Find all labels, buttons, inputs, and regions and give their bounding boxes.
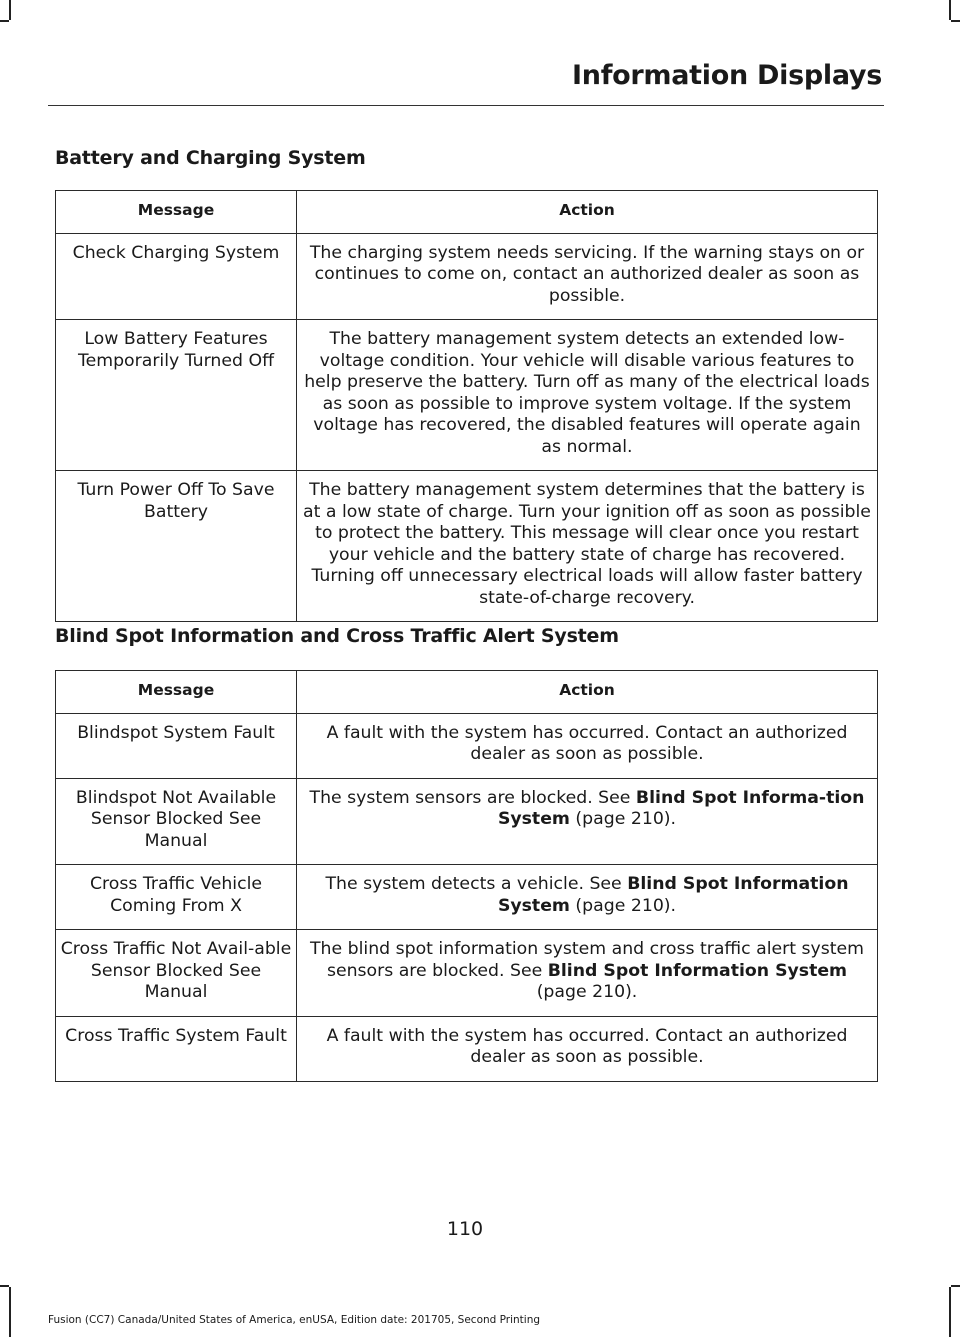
column-header-action: Action xyxy=(297,191,878,234)
cross-reference-link[interactable]: Blind Spot Informa-tion System xyxy=(497,787,865,829)
action-cell xyxy=(297,778,878,865)
action-text: The system sensors are blocked. See xyxy=(309,787,636,808)
table-row xyxy=(56,1016,878,1081)
action-text: The blind spot information system and cross traffic alert system sensors are blocked. See xyxy=(310,939,864,981)
table-row xyxy=(56,930,878,1017)
table-header-row xyxy=(56,671,878,714)
cross-reference-link[interactable]: Blind Spot Information System xyxy=(497,874,849,916)
battery-charging-table xyxy=(55,190,878,622)
crop-mark xyxy=(951,20,960,22)
table-row xyxy=(56,865,878,930)
action-cell xyxy=(297,930,878,1017)
action-text: The system detects a vehicle. See xyxy=(325,874,628,894)
crop-mark xyxy=(9,0,11,20)
cross-reference-link[interactable]: Blind Spot Information System xyxy=(547,960,848,981)
message-cell: Low Battery Features Temporarily Turned Off xyxy=(56,320,297,471)
crop-mark xyxy=(949,0,951,20)
blind-spot-table xyxy=(55,670,878,1082)
page-number: 110 xyxy=(446,1218,484,1240)
message-cell: Cross Traffic System Fault xyxy=(56,1016,297,1081)
page-reference: (page 210). xyxy=(536,982,638,1002)
action-cell: A fault with the system has occurred. Contact an authorized dealer as soon as possible. xyxy=(297,1016,878,1081)
message-cell: Cross Traffic Vehicle Coming From X xyxy=(56,865,297,930)
table-row xyxy=(56,713,878,778)
table-row xyxy=(56,320,878,471)
action-cell: The battery management system determines that the battery is at a low state of charge. Turn your ignition off as soon as possible to protect the battery. This message will clear once you restart your vehicle and the battery state of charge has recovered. Turning off unnecessary electrical loads will allow faster battery state-of-charge recovery. xyxy=(297,471,878,622)
message-cell: Blindspot Not Available Sensor Blocked See Manual xyxy=(56,778,297,865)
column-header-message: Message xyxy=(56,671,297,714)
page-reference: (page 210). xyxy=(569,809,677,829)
message-cell: Blindspot System Fault xyxy=(56,713,297,778)
action-cell: The charging system needs servicing. If the warning stays on or continues to come on, contact an authorized dealer as soon as possible. xyxy=(297,233,878,320)
title-divider xyxy=(48,105,884,106)
action-cell: A fault with the system has occurred. Contact an authorized dealer as soon as possible. xyxy=(297,713,878,778)
action-cell xyxy=(297,865,878,930)
message-cell: Check Charging System xyxy=(56,233,297,320)
crop-mark xyxy=(949,1287,951,1337)
page-title: Information Displays xyxy=(572,60,882,91)
table-header-row xyxy=(56,191,878,234)
table-row xyxy=(56,233,878,320)
page-reference: (page 210). xyxy=(569,895,677,916)
message-cell: Cross Traffic Not Avail-able Sensor Blocked See Manual xyxy=(56,930,297,1017)
crop-mark xyxy=(9,1287,11,1337)
section-heading: Blind Spot Information and Cross Traffic Alert System xyxy=(55,625,619,647)
table-row xyxy=(56,471,878,622)
column-header-action: Action xyxy=(297,671,878,714)
crop-mark xyxy=(0,20,9,22)
column-header-message: Message xyxy=(56,191,297,234)
crop-mark xyxy=(951,1285,960,1287)
message-cell: Turn Power Off To Save Battery xyxy=(56,471,297,622)
crop-mark xyxy=(0,1285,9,1287)
footer-edition: Fusion (CC7) Canada/United States of America, enUSA, Edition date: 201705, Second Printing xyxy=(48,1314,541,1326)
table-row xyxy=(56,778,878,865)
action-cell: The battery management system detects an extended low-voltage condition. Your vehicle will disable various features to help preserve the battery. Turn off as many of the electrical loads as soon as possible to improve system voltage. If the system voltage has recovered, the disabled features will operate again as normal. xyxy=(297,320,878,471)
section-heading: Battery and Charging System xyxy=(55,147,366,169)
